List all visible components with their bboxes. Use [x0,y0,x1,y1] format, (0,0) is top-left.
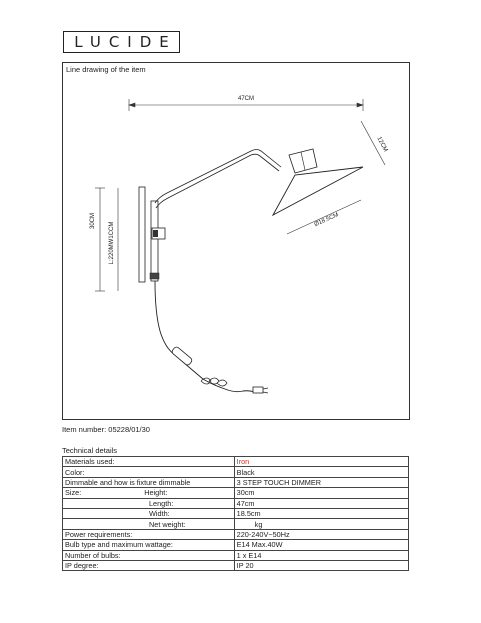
dimension-inner-label: L:220MW1CCM [109,221,115,265]
technical-details-title: Technical details [62,446,118,455]
row-value: 30cm [234,488,408,498]
table-row [63,560,409,570]
wall-lamp-line-drawing [63,63,411,421]
size-label: Size: [65,488,82,498]
lamp-arm-inner [156,154,279,208]
row-label [63,508,235,518]
row-value: IP 20 [234,560,408,570]
row-value [234,519,408,529]
brand-logo-text: LUCIDE [74,33,177,51]
row-label: Materials used: [63,457,235,467]
dimension-shade-height-label: 12CM [375,136,389,154]
inline-cord-switch [171,346,193,366]
dimension-height [95,188,105,291]
row-value: Iron [234,457,408,467]
row-label [63,498,235,508]
row-label: Number of bulbs: [63,550,235,560]
row-value: 47cm [234,498,408,508]
dimension-length-label: 47CM [237,96,255,102]
wall-plate [139,187,145,282]
table-row [63,519,409,529]
table-row [63,477,409,487]
size-sub-label: Width: [149,509,170,519]
row-value: Black [234,467,408,477]
table-row [63,529,409,539]
size-sub-label: Net weight: [149,519,186,529]
table-row [63,550,409,560]
row-label: IP degree: [63,560,235,570]
row-label [63,519,235,529]
lamp-stem [151,201,158,281]
row-value: E14 Max.40W [234,540,408,550]
row-value: 1 x E14 [234,550,408,560]
power-cord [155,281,257,393]
row-value: 220-240V~50Hz [234,529,408,539]
row-value: 3 STEP TOUCH DIMMER [234,477,408,487]
table-row [63,540,409,550]
row-label: Bulb type and maximum wattage: [63,540,235,550]
table-row [63,488,409,498]
row-label: Dimmable and how is fixture dimmable [63,477,235,487]
row-label: Color: [63,467,235,477]
size-sub-label: Height: [144,488,168,498]
stem-connector [150,273,159,279]
net-weight-value: kg [254,519,263,529]
table-row [63,467,409,477]
technical-details-table [62,456,409,571]
size-sub-label: Length: [149,498,174,508]
line-drawing-panel [62,62,410,420]
power-plug [253,387,263,393]
table-row [63,508,409,518]
row-value: 18.5cm [234,508,408,518]
dimension-height-label: 30CM [90,212,96,230]
table-row [63,498,409,508]
row-label [63,488,235,498]
table-row [63,457,409,467]
lamp-shade [273,167,363,215]
brand-logo [63,31,180,53]
row-label: Power requirements: [63,529,235,539]
dimmer-switch-knob [153,230,158,237]
dimension-diameter-label: Ø18.5CM [313,212,340,229]
drawing-label: Line drawing of the item [66,65,146,74]
item-number: Item number: 05228/01/30 [62,425,150,434]
